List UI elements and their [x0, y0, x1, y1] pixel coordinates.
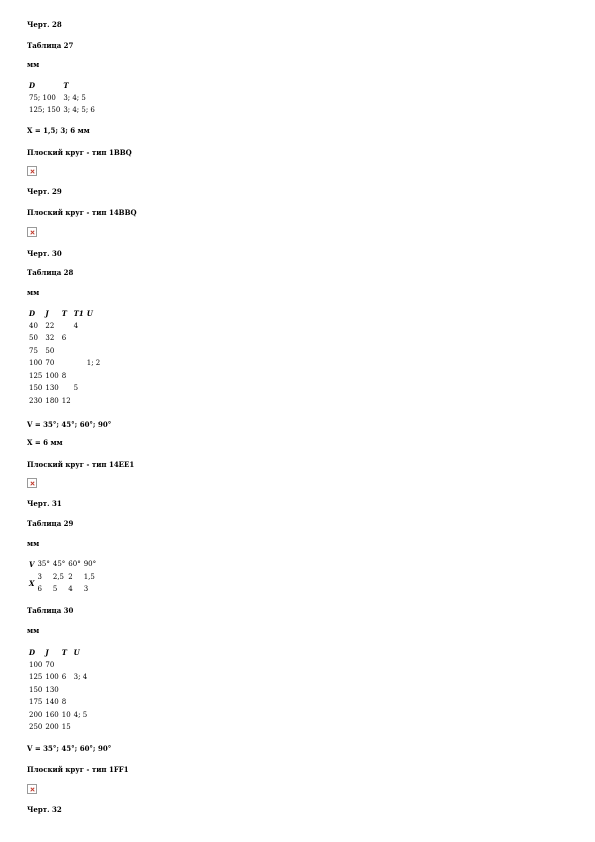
- units-label: мм: [27, 288, 40, 297]
- table-header-cell: T: [63, 80, 69, 90]
- table-header-cell: D: [29, 80, 36, 90]
- table-cell: [74, 696, 91, 709]
- wheel-type-1bbq: Плоский круг - тип 1BBQ: [27, 148, 132, 157]
- table-cell: 250: [29, 723, 43, 732]
- units-label: мм: [27, 626, 40, 635]
- table-cell: [62, 357, 74, 370]
- table-cell: 2,5: [52, 572, 64, 581]
- table-header-cell: T1: [73, 308, 84, 318]
- table-row: [29, 357, 103, 370]
- table-header-cell: U: [86, 308, 93, 318]
- table-header-row: [29, 79, 98, 92]
- table-cell: [74, 721, 91, 734]
- table-cell: 50: [45, 346, 55, 355]
- table-cell: 50: [29, 334, 38, 343]
- table-cell: 130: [45, 685, 59, 694]
- table-cell: 12: [61, 396, 71, 405]
- table-cell: [87, 345, 104, 358]
- broken-image-icon: [27, 166, 37, 176]
- table-cell: 100: [29, 660, 43, 669]
- table-cell: 3: [37, 572, 42, 581]
- table-cell: [87, 320, 104, 333]
- table-row: [29, 659, 90, 672]
- table-cell: 4; 5: [73, 710, 88, 719]
- table-row-header: X: [29, 578, 35, 588]
- table-29: [29, 558, 99, 596]
- table-cell: 100: [45, 673, 59, 682]
- table-cell: 175: [29, 698, 43, 707]
- table-cell: 32: [45, 334, 55, 343]
- table-cell: [74, 345, 87, 358]
- table-cell: 75; 100: [29, 93, 56, 102]
- table-cell: [62, 659, 74, 672]
- table-cell: 125; 150: [29, 106, 61, 115]
- table-row: [29, 382, 103, 395]
- table-cell: 5: [52, 585, 58, 594]
- wheel-type-1ff1: Плоский круг - тип 1FF1: [27, 765, 129, 774]
- table-header-cell: V: [29, 559, 35, 569]
- table-row: [29, 671, 90, 684]
- figure-caption-32: Черт. 32: [27, 805, 62, 814]
- table-27: [29, 79, 98, 117]
- table-cell: 140: [45, 698, 59, 707]
- table-cell: [62, 382, 74, 395]
- v-values: V = 35°; 45°; 60°; 90°: [27, 420, 112, 429]
- table-cell: 160: [45, 710, 59, 719]
- table-caption-28: Таблица 28: [27, 268, 74, 277]
- figure-caption-29: Черт. 29: [27, 187, 62, 196]
- table-cell: [87, 332, 104, 345]
- table-cell: 10: [61, 710, 71, 719]
- table-header-row: [29, 558, 99, 571]
- figure-caption-28: Черт. 28: [27, 20, 62, 29]
- broken-image-icon: [27, 227, 37, 237]
- v-values: V = 35°; 45°; 60°; 90°: [27, 744, 112, 753]
- table-cell: [62, 684, 74, 697]
- table-cell: 100: [29, 359, 43, 368]
- table-cell: [74, 659, 91, 672]
- table-cell: 125: [29, 371, 43, 380]
- table-cell: 1; 2: [86, 359, 101, 368]
- table-header-row: [29, 646, 90, 659]
- table-row: [29, 332, 103, 345]
- table-header-cell: 45°: [52, 560, 66, 569]
- table-header-cell: 60°: [68, 560, 81, 569]
- table-cell: 6: [61, 334, 67, 343]
- table-row: [29, 92, 98, 105]
- table-row: [29, 571, 99, 584]
- table-cell: 75: [29, 346, 38, 355]
- table-cell: 3; 4; 5: [63, 93, 86, 102]
- broken-image-icon: [27, 784, 37, 794]
- table-caption-30: Таблица 30: [27, 606, 74, 615]
- table-cell: 40: [29, 321, 38, 330]
- table-cell: 180: [45, 396, 59, 405]
- table-cell: 8: [61, 371, 67, 380]
- units-label: мм: [27, 60, 40, 69]
- table-cell: 4: [73, 321, 79, 330]
- table-cell: 5: [73, 384, 79, 393]
- table-cell: [62, 345, 74, 358]
- table-header-cell: J: [45, 647, 49, 657]
- table-header-cell: D: [29, 308, 36, 318]
- table-cell: 3; 4: [73, 673, 88, 682]
- table-row: [29, 709, 90, 722]
- table-header-cell: T: [61, 308, 67, 318]
- table-row: [29, 696, 90, 709]
- table-28: [29, 307, 103, 407]
- figure-caption-31: Черт. 31: [27, 499, 62, 508]
- table-cell: 22: [45, 321, 55, 330]
- table-cell: 200: [29, 710, 43, 719]
- table-cell: 3; 4; 5; 6: [63, 106, 95, 115]
- table-header-cell: J: [45, 308, 49, 318]
- table-cell: 8: [61, 698, 67, 707]
- table-header-cell: 35°: [37, 560, 50, 569]
- table-cell: 125: [29, 673, 43, 682]
- wheel-type-14bbq: Плоский круг - тип 14BBQ: [27, 208, 137, 217]
- table-cell: 150: [29, 685, 43, 694]
- figure-caption-30: Черт. 30: [27, 249, 62, 258]
- x-values: X = 6 мм: [27, 438, 63, 447]
- table-30: [29, 646, 90, 734]
- table-row: [29, 370, 103, 383]
- table-row: [29, 345, 103, 358]
- table-row: [29, 583, 99, 596]
- wheel-type-14ee1: Плоский круг - тип 14EE1: [27, 460, 135, 469]
- table-row: [29, 684, 90, 697]
- table-cell: 100: [45, 371, 59, 380]
- table-cell: 4: [68, 585, 73, 594]
- table-header-cell: D: [29, 647, 36, 657]
- table-cell: [87, 370, 104, 383]
- table-row: [29, 395, 103, 408]
- x-values: X = 1,5; 3; 6 мм: [27, 126, 90, 135]
- table-cell: 130: [45, 384, 59, 393]
- table-caption-27: Таблица 27: [27, 41, 74, 50]
- table-cell: [74, 370, 87, 383]
- table-header-cell: 90°: [83, 560, 97, 569]
- table-cell: [74, 395, 87, 408]
- table-cell: [74, 357, 87, 370]
- table-header-cell: T: [61, 647, 67, 657]
- table-row: [29, 320, 103, 333]
- table-cell: 70: [45, 660, 55, 669]
- table-cell: 150: [29, 384, 43, 393]
- table-cell: 3: [83, 585, 89, 594]
- table-cell: 1,5: [83, 572, 95, 581]
- table-cell: 200: [45, 723, 59, 732]
- table-cell: 15: [61, 723, 71, 732]
- table-cell: [74, 684, 91, 697]
- table-cell: 230: [29, 396, 43, 405]
- table-cell: [87, 382, 104, 395]
- table-cell: 2: [68, 572, 73, 581]
- units-label: мм: [27, 539, 40, 548]
- table-caption-29: Таблица 29: [27, 519, 74, 528]
- table-cell: [74, 332, 87, 345]
- table-header-cell: U: [73, 647, 80, 657]
- table-cell: 6: [37, 585, 42, 594]
- table-row: [29, 721, 90, 734]
- table-row: [29, 104, 98, 117]
- table-cell: [87, 395, 104, 408]
- table-cell: [62, 320, 74, 333]
- table-cell: 6: [61, 673, 67, 682]
- table-header-row: [29, 307, 103, 320]
- table-cell: 70: [45, 359, 55, 368]
- broken-image-icon: [27, 478, 37, 488]
